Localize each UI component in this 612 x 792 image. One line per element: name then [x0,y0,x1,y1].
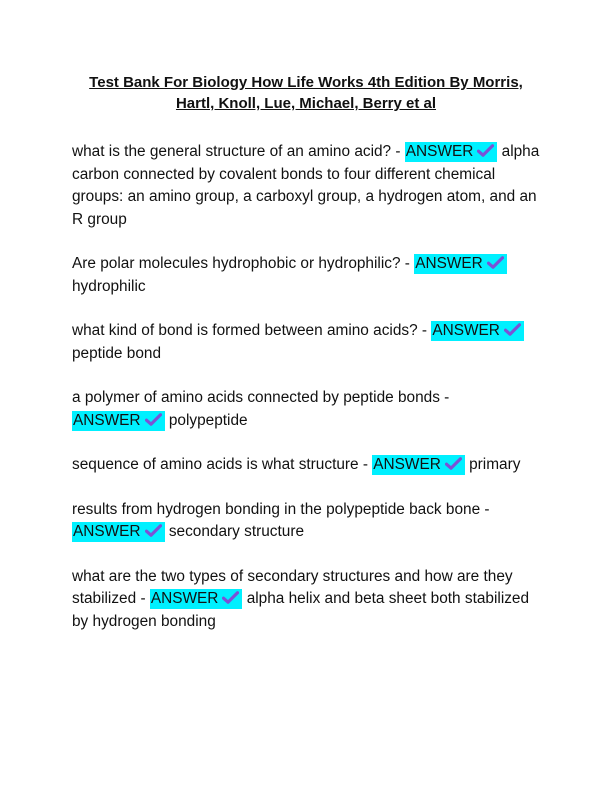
qa-item [72,320,540,365]
question-text: Are polar molecules hydrophobic or hydrophilic? - [72,255,415,272]
question-text: what are the two types of secondary structures and how are they stabilized - [72,567,513,607]
answer-tag [150,589,243,609]
answer-label: ANSWER [150,590,219,607]
answer-text: alpha carbon connected by covalent bonds to four different chemical groups: an amino group, a carboxyl group, a hydrogen atom, and an R group [72,143,540,228]
checkmark-icon [445,457,462,470]
checkmark-icon [477,144,494,157]
qa-item [72,141,540,231]
qa-item [72,387,540,432]
answer-text: primary [469,456,521,473]
answer-label: ANSWER [373,456,441,473]
qa-item [72,454,540,477]
checkmark-icon [145,524,162,537]
checkmark-icon [504,323,521,336]
document-title: Test Bank For Biology How Life Works 4th Edition By Morris, Hartl, Knoll, Lue, Michael, Berry et al [89,74,523,112]
answer-label: ANSWER [73,411,141,429]
answer-label: ANSWER [405,143,474,160]
question-text: a polymer of amino acids connected by peptide bonds - [72,389,450,406]
checkmark-icon [222,591,239,604]
answer-text: polypeptide [168,411,248,429]
answer-text: secondary structure [168,523,305,540]
question-text: sequence of amino acids is what structure - [72,456,373,473]
answer-label: ANSWER [432,322,500,339]
answer-text: alpha helix and beta sheet both stabilized by hydrogen bonding [72,590,530,630]
answer-tag [372,455,465,475]
qa-item [72,499,540,544]
answer-text: hydrophilic [72,277,146,295]
answer-tag [72,522,165,542]
answer-text: peptide bond [72,344,162,362]
question-text: what is the general structure of an amino acid? - [72,143,405,160]
answer-label: ANSWER [415,255,483,272]
qa-item [72,566,540,634]
answer-tag [72,411,165,431]
checkmark-icon [487,256,504,269]
qa-item [72,253,540,298]
answer-tag [414,254,507,274]
question-text: results from hydrogen bonding in the polypeptide back bone - [72,500,490,518]
checkmark-icon [145,413,162,426]
answer-tag [431,321,524,341]
answer-label: ANSWER [73,523,141,540]
question-text: what kind of bond is formed between amino acids? - [72,322,432,339]
answer-tag [405,142,498,162]
